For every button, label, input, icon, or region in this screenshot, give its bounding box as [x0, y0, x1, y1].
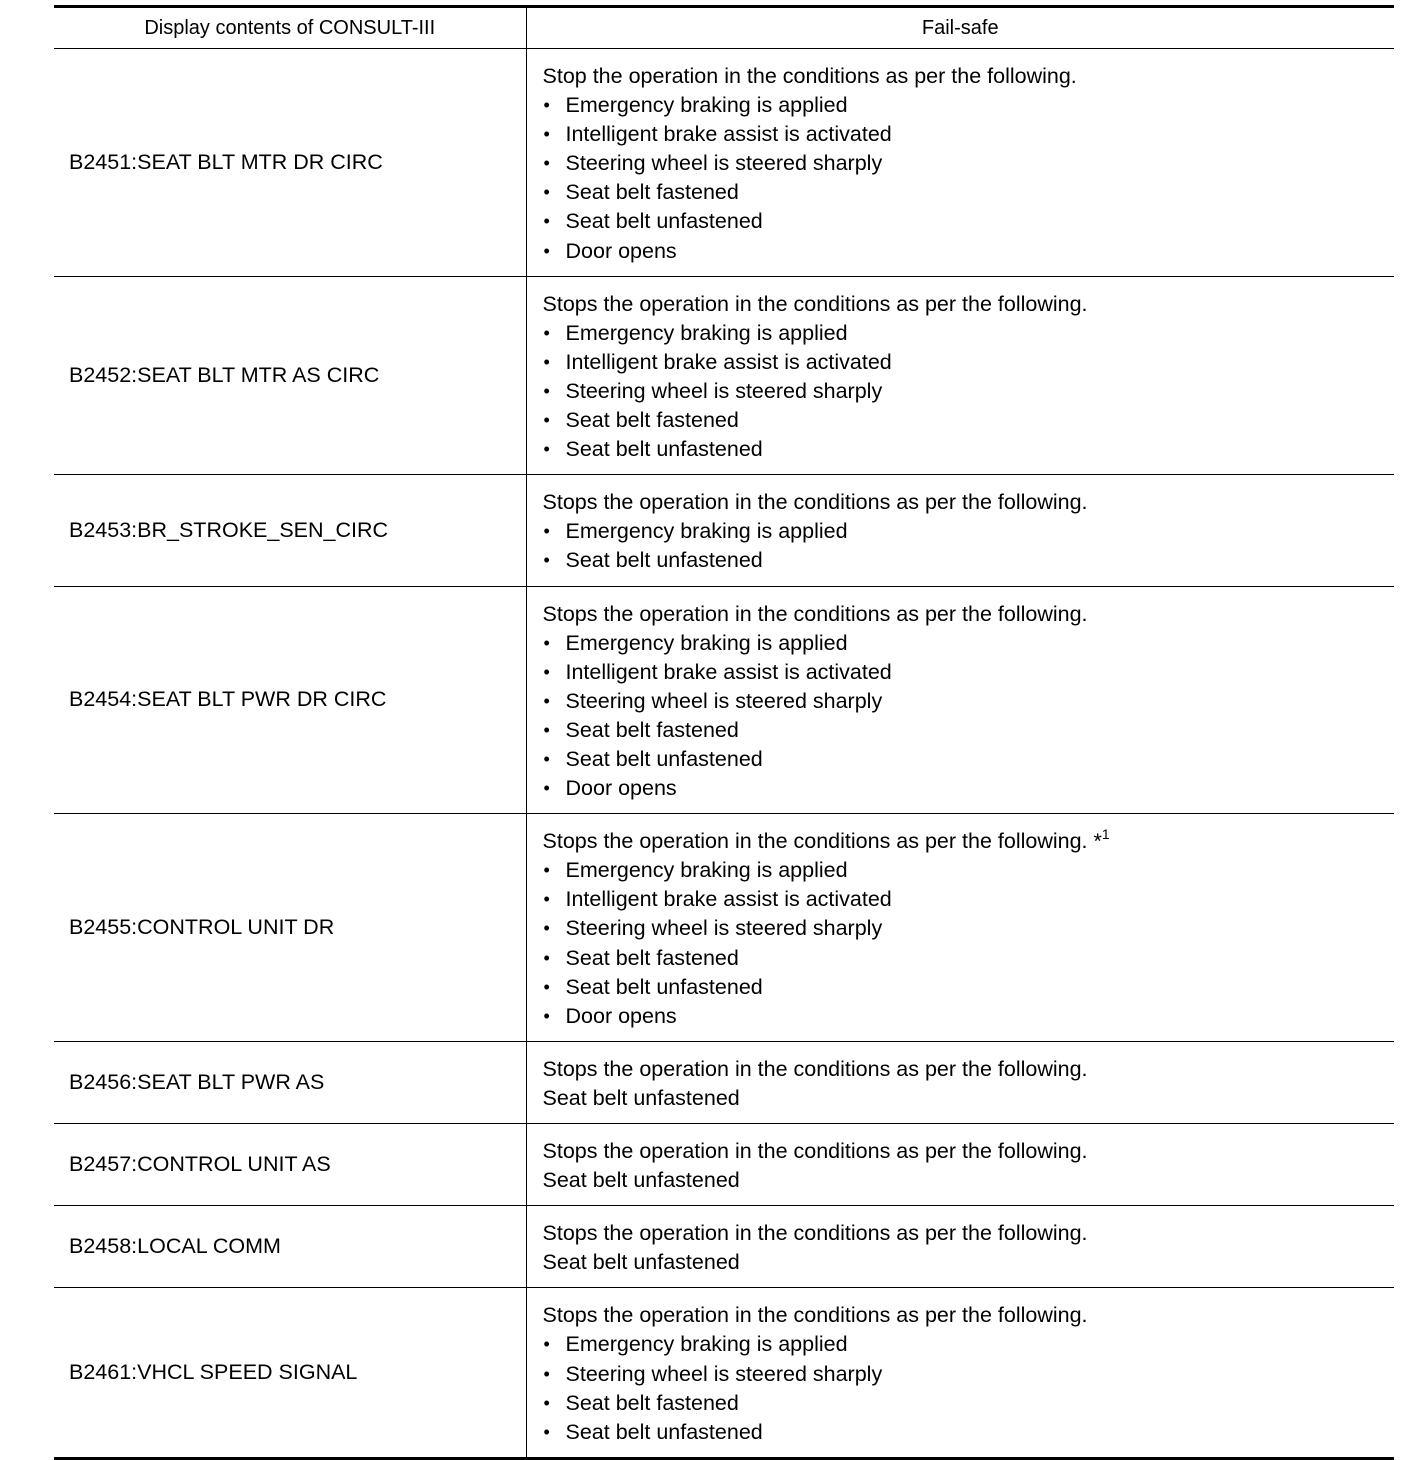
dtc-code-cell: B2452:SEAT BLT MTR AS CIRC: [54, 276, 526, 475]
header-display-contents: Display contents of CONSULT-III: [54, 7, 526, 49]
fail-safe-intro: [543, 600, 1395, 629]
fail-safe-cell: [526, 49, 1394, 277]
fail-safe-cell: [526, 586, 1394, 814]
condition-list-item: • Intelligent brake assist is activated: [543, 885, 1395, 914]
condition-list-item: • Intelligent brake assist is activated: [543, 120, 1395, 149]
condition-list-item: • Door opens: [543, 1002, 1395, 1031]
condition-list-item: • Emergency braking is applied: [543, 856, 1395, 885]
condition-list-item: • Seat belt fastened: [543, 1389, 1395, 1418]
condition-text: Seat belt unfastened: [542, 1250, 740, 1275]
condition-list-item: • Seat belt unfastened: [543, 546, 1395, 575]
table-row: [54, 1288, 1394, 1458]
table-body: [54, 49, 1394, 1459]
dtc-code-cell: B2455:CONTROL UNIT DR: [54, 814, 526, 1042]
condition-list-item: • Emergency braking is applied: [543, 517, 1395, 546]
fail-safe-cell: [526, 475, 1394, 586]
condition-list-item: • Steering wheel is steered sharply: [543, 1360, 1395, 1389]
fail-safe-intro-text: Stops the operation in the conditions as per the following.: [542, 291, 1088, 316]
fail-safe-intro-text: Stops the operation in the conditions as per the following.: [542, 490, 1088, 515]
fail-safe-cell: [526, 1288, 1394, 1458]
dtc-code-cell: B2458:LOCAL COMM: [54, 1206, 526, 1288]
condition-list-item: • Seat belt unfastened: [543, 207, 1395, 236]
condition-list-item: • Seat belt unfastened: [543, 973, 1395, 1002]
fail-safe-intro-text: Stops the operation in the conditions as per the following.: [542, 601, 1088, 626]
fail-safe-cell: [526, 1041, 1394, 1123]
table-row: [54, 49, 1394, 277]
condition-list-item: • Steering wheel is steered sharply: [543, 687, 1395, 716]
fail-safe-intro: [543, 1137, 1395, 1166]
condition-list-item: • Door opens: [543, 774, 1395, 803]
condition-list-item: • Steering wheel is steered sharply: [543, 377, 1395, 406]
fail-safe-intro-text: Stops the operation in the conditions as per the following.: [542, 1139, 1088, 1163]
fail-safe-intro-text: Stops the operation in the conditions as per the following. *: [542, 829, 1102, 854]
fail-safe-intro: [543, 1219, 1395, 1248]
table-row: [54, 1124, 1394, 1206]
condition-list-item: • Seat belt unfastened: [543, 1418, 1395, 1447]
fail-safe-intro: [543, 1055, 1395, 1084]
fail-safe-cell: [526, 1206, 1394, 1288]
dtc-code-cell: B2456:SEAT BLT PWR AS: [54, 1041, 526, 1123]
dtc-code-cell: B2461:VHCL SPEED SIGNAL: [54, 1288, 526, 1458]
condition-list-item: • Door opens: [543, 237, 1395, 266]
fail-safe-cell: [526, 1124, 1394, 1206]
table-row: [54, 1206, 1394, 1288]
fail-safe-intro: [543, 62, 1395, 91]
condition-list-item: • Emergency braking is applied: [543, 629, 1395, 658]
table-row: [54, 475, 1394, 586]
condition-text: Seat belt unfastened: [542, 1085, 740, 1110]
failsafe-table: [54, 5, 1394, 1460]
table-row: [54, 1041, 1394, 1123]
condition-list-item: • Steering wheel is steered sharply: [543, 914, 1395, 943]
condition-list-item: • Seat belt unfastened: [543, 745, 1395, 774]
header-row: [54, 7, 1394, 49]
condition-list-item: • Emergency braking is applied: [543, 91, 1395, 120]
fail-safe-intro: [543, 1301, 1395, 1330]
condition-list-item: • Steering wheel is steered sharply: [543, 149, 1395, 178]
condition-list-item: • Seat belt fastened: [543, 716, 1395, 745]
fail-safe-intro: [543, 488, 1395, 517]
table-row: [54, 586, 1394, 814]
condition-list-item: • Emergency braking is applied: [543, 319, 1395, 348]
dtc-code-cell: B2451:SEAT BLT MTR DR CIRC: [54, 49, 526, 277]
fail-safe-intro-text: Stops the operation in the conditions as per the following.: [542, 1303, 1088, 1328]
fail-safe-intro-text: Stop the operation in the conditions as per the following.: [542, 64, 1077, 88]
table-row: [54, 276, 1394, 475]
footnote-marker: 1: [1101, 826, 1110, 843]
dtc-code-cell: B2457:CONTROL UNIT AS: [54, 1124, 526, 1206]
fail-safe-intro: [543, 290, 1395, 319]
fail-safe-intro-text: Stops the operation in the conditions as per the following.: [542, 1221, 1088, 1246]
fail-safe-cell: [526, 814, 1394, 1042]
dtc-code-cell: B2453:BR_STROKE_SEN_CIRC: [54, 475, 526, 586]
condition-list-item: • Intelligent brake assist is activated: [543, 658, 1395, 687]
condition-list-item: • Seat belt fastened: [543, 944, 1395, 973]
condition-list-item: • Emergency braking is applied: [543, 1330, 1395, 1359]
condition-list-item: • Intelligent brake assist is activated: [543, 348, 1395, 377]
condition-list-item: • Seat belt fastened: [543, 178, 1395, 207]
condition-text: Seat belt unfastened: [542, 1168, 740, 1193]
dtc-code-cell: B2454:SEAT BLT PWR DR CIRC: [54, 586, 526, 814]
table-row: [54, 814, 1394, 1042]
fail-safe-intro-text: Stops the operation in the conditions as per the following.: [542, 1056, 1088, 1081]
fail-safe-cell: [526, 276, 1394, 475]
condition-list-item: • Seat belt unfastened: [543, 435, 1395, 464]
header-fail-safe: Fail-safe: [526, 7, 1394, 49]
fail-safe-intro: [543, 827, 1395, 856]
condition-list-item: • Seat belt fastened: [543, 406, 1395, 435]
